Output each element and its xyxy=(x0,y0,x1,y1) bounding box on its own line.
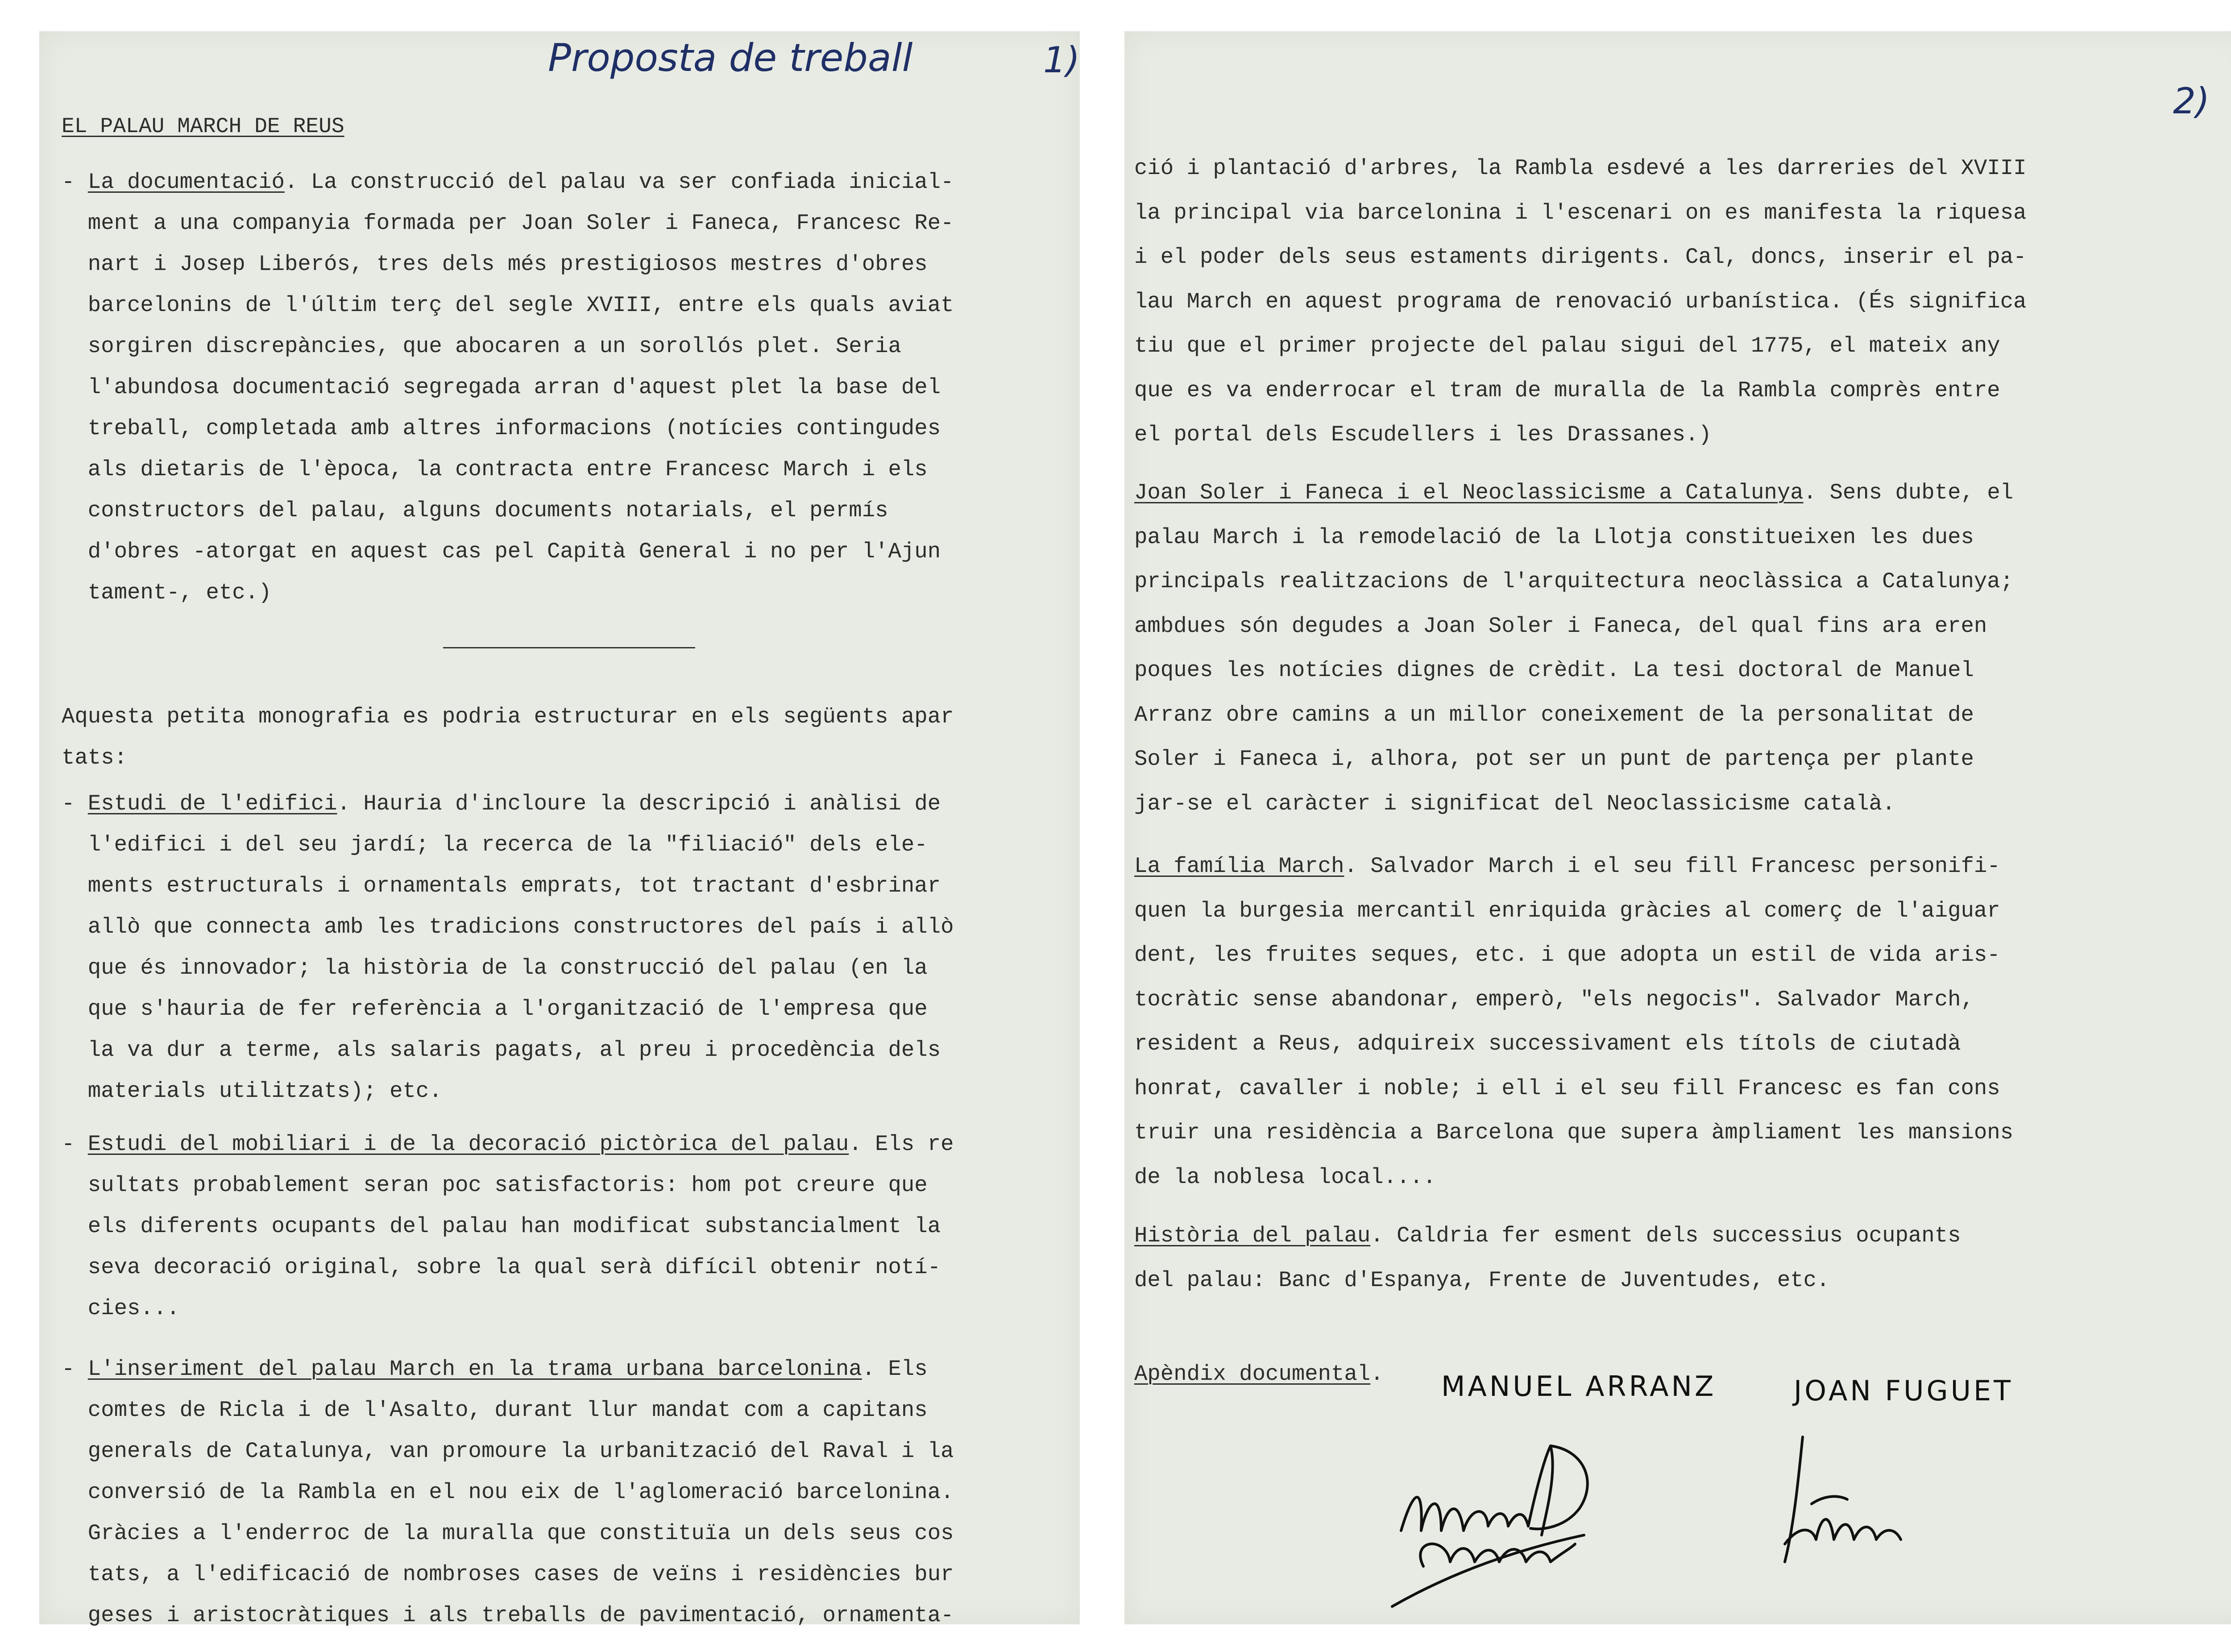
section-soler xyxy=(1134,471,2013,826)
separator-line xyxy=(443,647,695,648)
section-mobiliari: - Estudi del mobiliari i de la decoració pictòrica del palau. Els re sultats probablement seran poc satisfactoris: hom pot creure que els diferents ocupants del palau han modificat substancialment la seva decoració original, sobre la qual serà difícil obtenir notí- cies... xyxy=(62,1132,954,1321)
section-body: . Hauria d'incloure la descripció i anàlisi de l'edifici i del seu jardí; la recerca de la "filiació" dels ele- ments estructurals i ornamentals emprats, tot tractant d'esbrinar allò que connecta amb les tradicions constructores del país i allò que és innovador; la història de la construcció del palau (en la que s'hauria de fer referència a l'organització de l'empresa que la va dur a terme, als salaris pagats, al preu i procedència dels materials utilitzats); etc. xyxy=(87,791,954,1104)
document-title-text: EL PALAU MARCH DE REUS xyxy=(62,115,344,139)
structure-intro: Aquesta petita monografia es podria estructurar en els següents apar tats: xyxy=(62,704,954,770)
section-historia xyxy=(1134,1214,1961,1303)
document-title xyxy=(62,106,344,147)
signatory-2-name: JOAN FUGUET xyxy=(1794,1374,2014,1407)
handwritten-header: Proposta de treball xyxy=(548,36,913,80)
signatory-1-name: MANUEL ARRANZ xyxy=(1441,1370,1717,1403)
signature-2-image xyxy=(1767,1428,1928,1580)
section-heading: La família March xyxy=(1134,854,1344,879)
section-edifici: - Estudi de l'edifici. Hauria d'incloure la descripció i anàlisi de l'edifici i del seu jardí; la recerca de la "filiació" dels ele- ments estructurals i ornamentals emprats, tot tractant d'esbrinar allò que connecta amb les tradicions constructores del país i allò que és innovador; la història de la construcció del palau (en la que s'hauria de fer referència a l'organització de l'empresa que la va dur a terme, als salaris pagats, al preu i procedència dels materials utilitzats); etc. xyxy=(62,791,954,1104)
section-trama: - L'inseriment del palau March en la trama urbana barcelonina. Els comtes de Ricla i de l'Asalto, durant llur mandat com a capitans generals de Catalunya, van promoure la urbanització del Raval i la conversió de la Rambla en el nou eix de l'aglomeració barcelonina. Gràcies a l'enderroc de la muralla que constituïa un dels seus cos tats, a l'edificació de nombroses cases de veïns i residències bur geses i aristocràtiques i als treballs de pavimentació, ornamenta- xyxy=(62,1357,954,1628)
page-number: 2) xyxy=(2173,80,2210,122)
section-heading: Estudi de l'edifici xyxy=(87,791,337,816)
appendix xyxy=(1134,1352,1384,1397)
section-body: . Els re sultats probablement seran poc satisfactoris: hom pot creure que els diferents ocupants del palau han modificat substancialment la seva decoració original, sobre la qual serà difícil obtenir notí- cies... xyxy=(87,1132,954,1321)
section-heading: La documentació xyxy=(87,170,285,195)
page-number: 1) xyxy=(1043,39,1080,81)
section-heading: L'inseriment del palau March en la trama urbana barcelonina xyxy=(87,1357,862,1382)
section-body: . Caldria fer esment dels successius ocupants del palau: Banc d'Espanya, Frente de Juventudes, etc. xyxy=(1134,1223,1961,1293)
appendix-tail: . xyxy=(1370,1361,1384,1386)
section-heading: Estudi del mobiliari i de la decoració pictòrica del palau xyxy=(87,1132,849,1157)
page-1 xyxy=(39,31,1080,1628)
section-body: . Els comtes de Ricla i de l'Asalto, durant llur mandat com a capitans generals de Catalunya, van promoure la urbanització del Raval i la conversió de la Rambla en el nou eix de l'aglomeració barcelonina. Gràcies a l'enderroc de la muralla que constituïa un dels seus cos tats, a l'edificació de nombroses cases de veïns i residències bur geses i aristocràtiques i als treballs de pavimentació, ornamenta- xyxy=(87,1357,954,1628)
section-body: . Sens dubte, el palau March i la remodelació de la Llotja constitueixen les dues principals realitzacions de l'arquitectura neoclàssica a Catalunya; ambdues són degudes a Joan Soler i Faneca, del qual fins ara eren poques les notícies dignes de crèdit. La tesi doctoral de Manuel Arranz obre camins a un millor coneixement de la personalitat de Soler i Faneca i, alhora, pot ser un punt de partença per plante jar-se el caràcter i significat del Neoclassicisme català. xyxy=(1134,480,2014,816)
section-familia xyxy=(1134,844,2013,1200)
page-2 xyxy=(1124,31,2231,1624)
section-documentacio: - La documentació. La construcció del palau va ser confiada inicial- ment a una companyia formada per Joan Soler i Faneca, Francesc Re- nart i Josep Liberós, tres dels més prestigiosos mestres d'obres barcelonins de l'últim terç del segle XVIII, entre els quals aviat sorgiren discrepàncies, que abocaren a un sorollós plet. Seria l'abundosa documentació segregada arran d'aquest plet la base del treball, completada amb altres informacions (notícies contingudes als dietaris de l'època, la contracta entre Francesc March i els constructors del palau, alguns documents notarials, el permís d'obres -atorgat en aquest cas pel Capità General i no per l'Ajun tament-, etc.) xyxy=(62,170,954,605)
continuation-text: ció i plantació d'arbres, la Rambla esdevé a les darreries del XVIII la principal via barcelonina i l'escenari on es manifesta la riquesa i el poder dels seus estaments dirigents. Cal, doncs, inserir el pa- lau March en aquest programa de renovació urbanística. (És significa tiu que el primer projecte del palau sigui del 1775, el mateix any que es va enderrocar el tram de muralla de la Rambla comprès entre el portal dels Escudellers i les Drassanes.) xyxy=(1134,156,2027,447)
signature-1-image xyxy=(1374,1419,1624,1615)
section-body: . La construcció del palau va ser confiada inicial- ment a una companyia formada per Joan Soler i Faneca, Francesc Re- nart i Josep Liberós, tres dels més prestigiosos mestres d'obres barcelonins de l'últim terç del segle XVIII, entre els quals aviat sorgiren discrepàncies, que abocaren a un sorollós plet. Seria l'abundosa documentació segregada arran d'aquest plet la base del treball, completada amb altres informacions (notícies contingudes als dietaris de l'època, la contracta entre Francesc March i els constructors del palau, alguns documents notarials, el permís d'obres -atorgat en aquest cas pel Capità General i no per l'Ajun tament-, etc.) xyxy=(87,170,954,605)
section-heading: Història del palau xyxy=(1134,1223,1371,1248)
section-body: . Salvador March i el seu fill Francesc personifi- quen la burgesia mercantil enriquida gràcies al comerç de l'aiguar dent, les fruites seques, etc. i que adopta un estil de vida aris- tocràtic sense abandonar, emperò, "els negocis". Salvador March, resident a Reus, adquireix successivament els títols de ciutadà honrat, cavaller i noble; i ell i el seu fill Francesc es fan cons truir una residència a Barcelona que supera àmpliament les mansions de la noblesa local.... xyxy=(1134,854,2014,1190)
section-heading: Joan Soler i Faneca i el Neoclassicisme a Catalunya xyxy=(1134,480,1804,505)
appendix-heading: Apèndix documental xyxy=(1134,1361,1371,1386)
